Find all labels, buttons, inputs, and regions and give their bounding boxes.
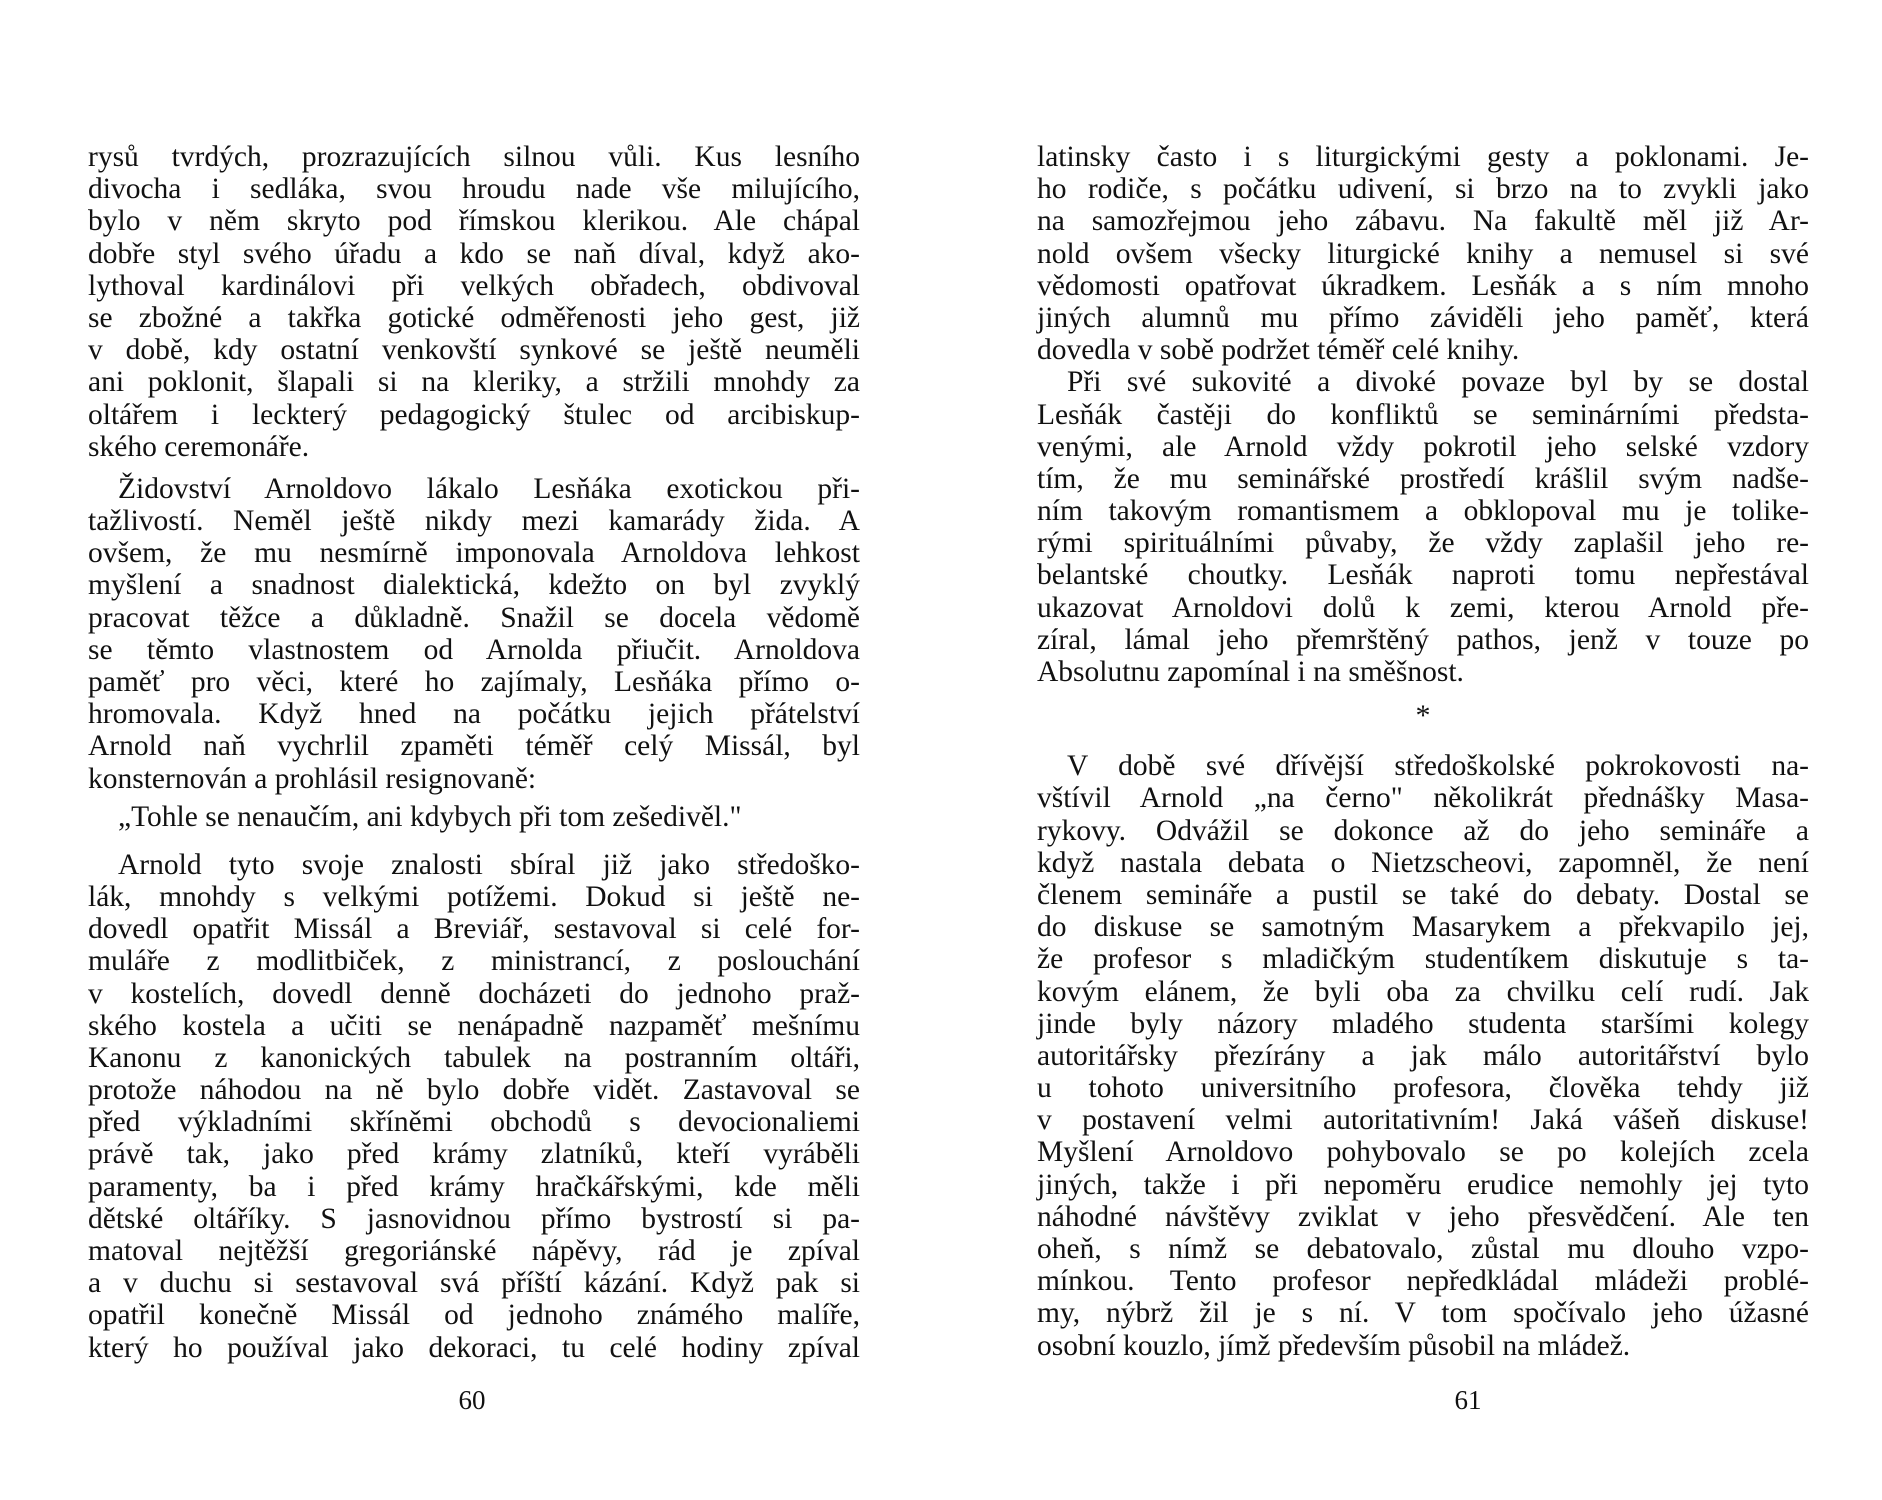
text-line: oheň, s nímž se debatovalo, zůstal mu dlouho vzpo- <box>1037 1233 1809 1265</box>
page-number: 61 <box>1454 1385 1482 1415</box>
text-line: matoval nejtěžší gregoriánské nápěvy, rád je zpíval <box>88 1235 860 1267</box>
text-line: tažlivostí. Neměl ještě nikdy mezi kamarády žida. A <box>88 505 860 538</box>
right-page <box>941 0 1882 1500</box>
text-line: v postavení velmi autoritativním! Jaká vášeň diskuse! <box>1037 1104 1809 1137</box>
text-line: jiných alumnů mu přímo záviděli jeho paměť, která <box>1037 301 1809 334</box>
text-line: bylo v něm skryto pod římskou klerikou. Ale chápal <box>88 205 860 238</box>
text-line: autoritářsky přezírány a jak málo autoritářství bylo <box>1037 1039 1809 1072</box>
text-line: kovým elánem, že byli oba za chvilku celí rudí. Jak <box>1037 975 1809 1008</box>
text-line: paměť pro věci, které ho zajímaly, Lesňáka přímo o- <box>88 666 860 698</box>
text-line: Arnold tyto svoje znalosti sbíral již jako středoško- <box>118 848 860 881</box>
text-line: Myšlení Arnoldovo pohybovalo se po kolejích zcela <box>1037 1136 1809 1169</box>
right-page-text <box>1037 141 1809 1362</box>
text-line: V době své dřívější středoškolské pokrokovosti na- <box>1067 750 1809 783</box>
text-line: venými, ale Arnold vždy pokrotil jeho selské vzdory <box>1037 430 1809 463</box>
text-line: se těmto vlastnostem od Arnolda přiučit. Arnoldova <box>88 633 860 666</box>
text-line: náhodné návštěvy zviklat v jeho přesvědčení. Ale ten <box>1037 1200 1809 1233</box>
text-line: jinde byly názory mladého studenta staršími kolegy <box>1037 1007 1809 1040</box>
text-line: který ho používal jako dekoraci, tu celé hodiny zpíval <box>88 1331 860 1364</box>
text-line: ním takovým romantismem a obklopoval mu je tolike- <box>1037 495 1809 528</box>
text-line: zíral, lámal jeho přemrštěný pathos, jenž v touze po <box>1037 623 1809 656</box>
paragraph <box>1037 366 1809 688</box>
text-line: do diskuse se samotným Masarykem a překvapilo jej, <box>1037 911 1809 944</box>
text-line: dovedla v sobě podržet téměř celé knihy. <box>1037 334 1520 367</box>
text-line: my, nýbrž žil je s ní. V tom spočívalo jeho úžasné <box>1037 1297 1809 1330</box>
text-line: latinsky často i s liturgickými gesty a poklonami. Je- <box>1037 141 1809 173</box>
text-line: u tohoto universitního profesora, člověka tehdy již <box>1037 1072 1809 1105</box>
paragraph <box>1037 750 1809 1362</box>
paragraph <box>88 849 860 1364</box>
text-line: Arnold naň vychrlil zpaměti téměř celý Missál, byl <box>88 730 860 763</box>
text-line: paramenty, ba i před krámy hračkářskými, kde měli <box>88 1170 860 1203</box>
text-line: mínkou. Tento profesor nepředkládal mládeži problé- <box>1037 1265 1809 1298</box>
text-line: ho rodiče, s počátku udivení, si brzo na to zvykli jako <box>1037 173 1809 206</box>
text-line: Lesňák častěji do konfliktů se seminárními předsta- <box>1037 398 1809 431</box>
text-line: rykovy. Odvážil se dokonce až do jeho semináře a <box>1037 814 1809 847</box>
text-line: ani poklonit, šlapali si na kleriky, a stržili mnohdy za <box>88 366 860 399</box>
text-line: a v duchu si sestavoval svá příští kázání. Když pak si <box>88 1267 860 1300</box>
text-line: na samozřejmou jeho zábavu. Na fakultě měl již Ar- <box>1037 205 1809 238</box>
text-line: ského ceremonáře. <box>88 430 310 463</box>
text-line: pracovat těžce a důkladně. Snažil se docela vědomě <box>88 601 860 634</box>
text-line: právě tak, jako před krámy zlatníků, kteří vyráběli <box>88 1138 860 1171</box>
text-line: před výkladními skříněmi obchodů s devocionaliemi <box>88 1106 860 1139</box>
text-line: rými spirituálními půvaby, že vždy zaplašil jeho re- <box>1037 527 1809 560</box>
text-line: oltářem i leckterý pedagogický štulec od arcibiskup- <box>88 398 860 431</box>
text-line: v době, kdy ostatní venkovští synkové se ještě neuměli <box>88 334 860 367</box>
quote-line: „Tohle se nenaučím, ani kdybych při tom zešedivěl." <box>118 800 742 833</box>
text-line: Absolutnu zapomínal i na směšnost. <box>1037 656 1464 688</box>
text-line: konsternován a prohlásil resignovaně: <box>88 762 537 795</box>
text-line: osobní kouzlo, jímž především působil na mládež. <box>1037 1329 1631 1362</box>
text-line: ukazovat Arnoldovi dolů k zemi, kterou Arnold pře- <box>1037 591 1809 624</box>
text-line: myšlení a snadnost dialektická, kdežto on byl zvyklý <box>88 569 860 602</box>
text-line: se zbožné a takřka gotické odměřenosti jeho gest, již <box>88 301 860 334</box>
page-number: 60 <box>458 1385 486 1415</box>
text-line: lák, mnohdy s velkými potížemi. Dokud si ještě ne- <box>88 880 860 913</box>
paragraph <box>1037 141 1809 366</box>
text-line: vštívil Arnold „na černo" několikrát přednášky Masa- <box>1037 782 1809 815</box>
text-line: dovedl opatřit Missál a Breviář, sestavoval si celé for- <box>88 913 860 946</box>
text-line: protože náhodou na ně bylo dobře vidět. Zastavoval se <box>88 1074 860 1107</box>
text-line: lythoval kardinálovi při velkých obřadech, obdivoval <box>88 269 860 302</box>
text-line: hromovala. Když hned na počátku jejich přátelství <box>88 698 860 731</box>
section-separator: * <box>1415 699 1431 733</box>
text-line: v kostelích, dovedl denně docházeti do jednoho praž- <box>88 977 860 1010</box>
text-line: Při své sukovité a divoké povaze byl by se dostal <box>1067 366 1809 399</box>
text-line: belantské choutky. Lesňák naproti tomu nepřestával <box>1037 559 1809 592</box>
text-line: rysů tvrdých, prozrazujících silnou vůli. Kus lesního <box>88 141 860 173</box>
text-line: vědomosti opatřovat úkradkem. Lesňák a s ním mnoho <box>1037 269 1809 302</box>
text-line: divocha i sedláka, svou hroudu nade vše milujícího, <box>88 173 860 206</box>
text-line: členem semináře a pustil se také do debaty. Dostal se <box>1037 878 1809 911</box>
text-line: opatřil konečně Missál od jednoho známého malíře, <box>88 1299 860 1332</box>
text-line: když nastala debata o Nietzscheovi, zapomněl, že není <box>1037 846 1809 879</box>
text-line: dobře styl svého úřadu a kdo se naň díval, když ako- <box>88 237 860 270</box>
text-line: že profesor s mladičkým studentíkem diskutuje s ta- <box>1037 943 1809 976</box>
text-line: ského kostela a učiti se nenápadně nazpaměť mešnímu <box>88 1009 860 1042</box>
text-line: Kanonu z kanonických tabulek na postranním oltáři, <box>88 1041 860 1074</box>
paragraph <box>88 473 860 795</box>
text-line: tím, že mu seminářské prostředí krášlil svým nadše- <box>1037 462 1809 495</box>
text-line: dětské oltáříky. S jasnovidnou přímo bystrostí si pa- <box>88 1202 860 1235</box>
text-line: nold ovšem všecky liturgické knihy a nemusel si své <box>1037 237 1809 270</box>
text-line: ovšem, že mu nesmírně imponovala Arnoldova lehkost <box>88 537 860 570</box>
text-line: Židovství Arnoldovo lákalo Lesňáka exotickou při- <box>118 472 860 505</box>
paragraph <box>88 141 860 463</box>
left-page-text <box>88 141 860 1364</box>
text-line: muláře z modlitbiček, z ministrancí, z poslouchání <box>88 945 860 978</box>
text-line: jiných, takže i při nepoměru erudice nemohly jej tyto <box>1037 1168 1809 1201</box>
